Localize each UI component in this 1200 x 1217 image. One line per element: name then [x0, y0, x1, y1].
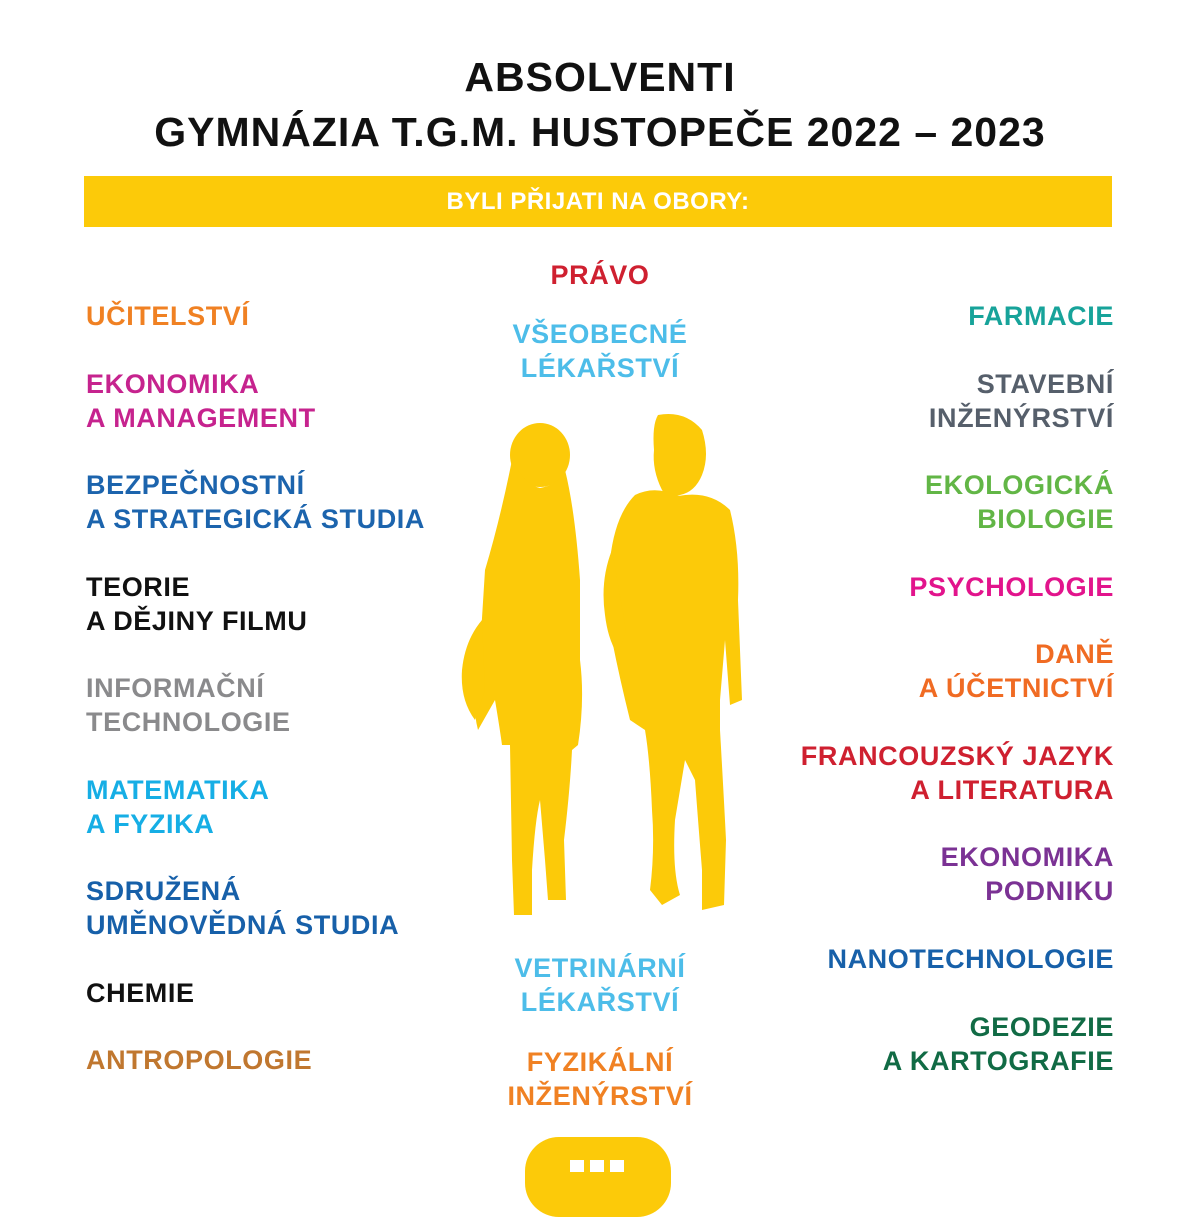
field-umenovedna-studia [86, 874, 399, 942]
field-line1: PRÁVO [550, 260, 650, 290]
field-line2: A LITERATURA [910, 775, 1114, 805]
banner-label: BYLI PŘIJATI NA OBORY: [446, 188, 750, 215]
field-line1: CHEMIE [86, 978, 195, 1008]
field-line1: NANOTECHNOLOGIE [827, 944, 1114, 974]
field-line2: A FYZIKA [86, 809, 215, 839]
field-line1: VŠEOBECNÉ [512, 319, 688, 349]
field-line2: A MANAGEMENT [86, 403, 316, 433]
field-line2: UMĚNOVĚDNÁ STUDIA [86, 910, 400, 940]
field-geodezie-a-kartografie [883, 1010, 1114, 1078]
field-teorie-filmu [86, 570, 307, 638]
field-line1: EKONOMIKA [940, 842, 1114, 872]
field-stavebni-inzenyrstvi [929, 367, 1114, 435]
field-line2: INŽENÝRSTVÍ [928, 403, 1114, 433]
field-line2: A KARTOGRAFIE [882, 1046, 1114, 1076]
field-antropologie [86, 1043, 312, 1077]
page-title-line1: ABSOLVENTI [464, 54, 736, 100]
field-line1: PSYCHOLOGIE [909, 572, 1114, 602]
banner [84, 176, 1112, 227]
field-line1: BEZPEČNOSTNÍ [86, 470, 305, 500]
graduates-silhouette-illustration [440, 400, 760, 940]
field-line2: INŽENÝRSTVÍ [507, 1081, 693, 1111]
field-line1: VETRINÁRNÍ [514, 953, 686, 983]
field-line1: DANĚ [1035, 639, 1114, 669]
field-vseobecne-lekarstvi [400, 317, 800, 385]
field-line1: GEODEZIE [969, 1012, 1114, 1042]
field-line2: A ÚČETNICTVÍ [918, 673, 1114, 703]
field-line1: TEORIE [86, 572, 191, 602]
field-matematika-a-fyzika [86, 773, 269, 841]
field-ekologicka-biologie [925, 468, 1114, 536]
field-line1: FYZIKÁLNÍ [526, 1047, 674, 1077]
field-line2: BIOLOGIE [977, 504, 1114, 534]
woman-silhouette [462, 423, 582, 915]
page-title-line2: GYMNÁZIA T.G.M. HUSTOPEČE 2022 – 2023 [154, 109, 1046, 155]
field-ucitelstvi [86, 299, 250, 333]
field-line1: STAVEBNÍ [976, 369, 1114, 399]
field-line1: EKOLOGICKÁ [924, 470, 1114, 500]
field-dane-a-ucetnictvi [919, 637, 1114, 705]
field-line1: UČITELSTVÍ [86, 301, 250, 331]
field-ekonomika-a-management [86, 367, 316, 435]
field-line1: INFORMAČNÍ [86, 673, 265, 703]
field-nanotechnologie [827, 942, 1114, 976]
ellipsis-icon [570, 1160, 624, 1172]
field-bezpecnostni-studia [86, 468, 425, 536]
field-line2: A STRATEGICKÁ STUDIA [86, 504, 425, 534]
field-line1: FRANCOUZSKÝ JAZYK [800, 741, 1114, 771]
field-chemie [86, 976, 195, 1010]
field-line2: PODNIKU [985, 876, 1114, 906]
field-line1: FARMACIE [968, 301, 1114, 331]
field-line1: SDRUŽENÁ [86, 876, 241, 906]
man-silhouette [604, 414, 742, 910]
field-line1: ANTROPOLOGIE [86, 1045, 313, 1075]
field-line1: EKONOMIKA [86, 369, 260, 399]
field-francouzsky-jazyk [801, 739, 1114, 807]
field-veterinarni-lekarstvi [400, 951, 800, 1019]
field-farmacie [968, 299, 1114, 333]
field-line2: LÉKAŘSTVÍ [520, 987, 680, 1017]
more-button[interactable] [525, 1137, 671, 1217]
field-line1: MATEMATIKA [86, 775, 270, 805]
field-ekonomika-podniku [941, 840, 1114, 908]
field-psychologie [909, 570, 1114, 604]
field-line2: TECHNOLOGIE [86, 707, 291, 737]
field-line2: LÉKAŘSTVÍ [520, 353, 680, 383]
field-fyzikalni-inzenyrstvi [400, 1045, 800, 1113]
field-informacni-technologie [86, 671, 291, 739]
field-pravo [400, 258, 800, 292]
field-line2: A DĚJINY FILMU [86, 606, 308, 636]
